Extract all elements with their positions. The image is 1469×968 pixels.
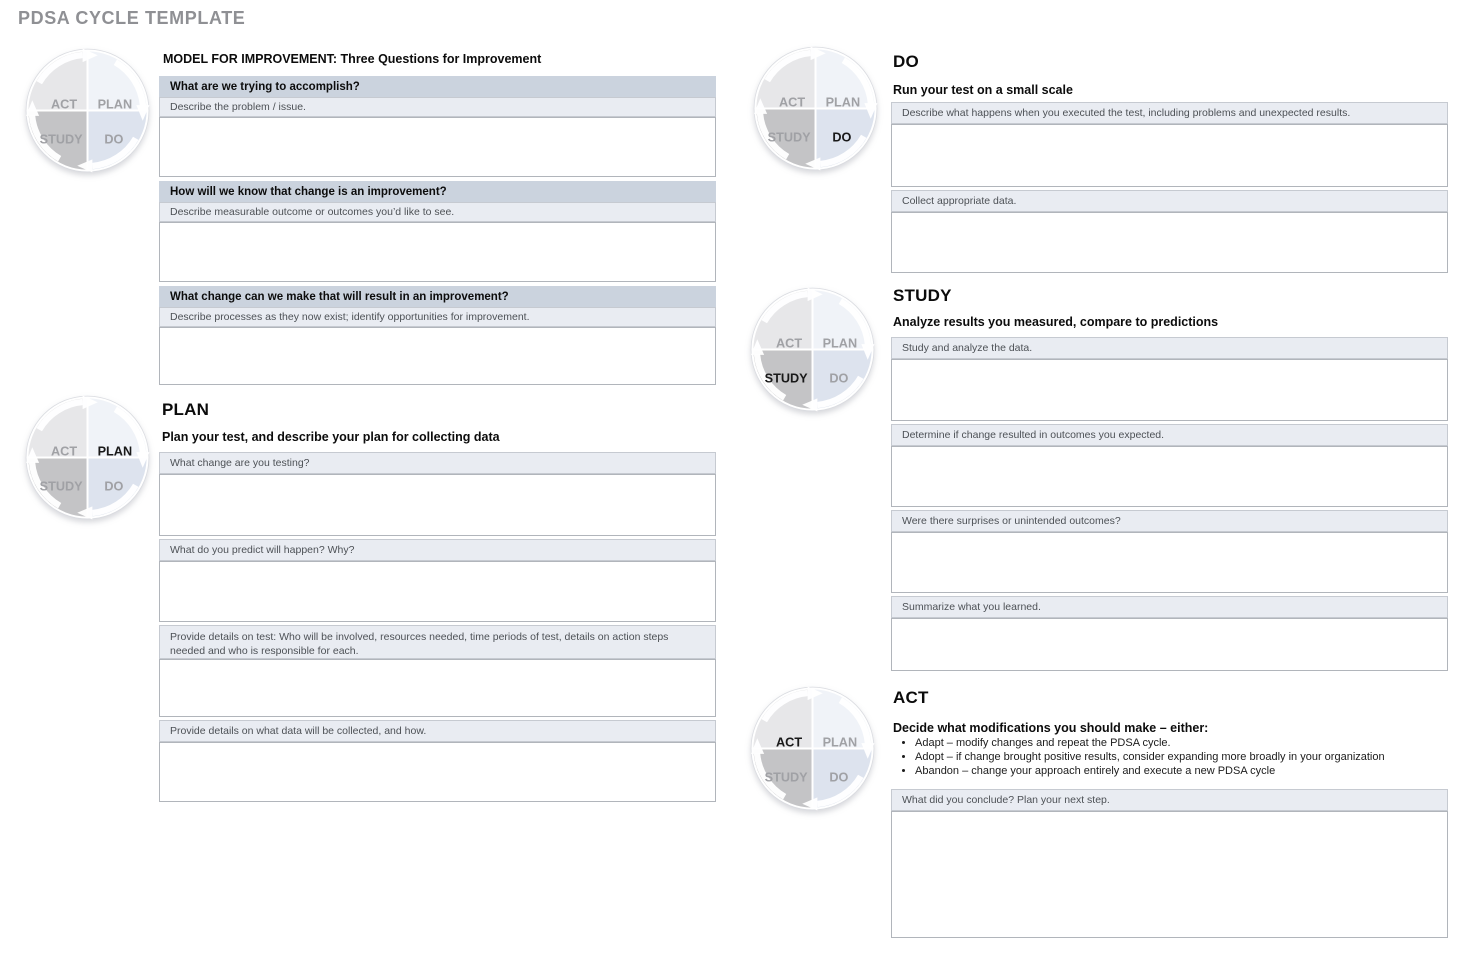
cycle-label-study: STUDY	[39, 479, 83, 494]
model-q2-header: How will we know that change is an improvement?	[159, 181, 716, 202]
do-field	[891, 190, 1448, 273]
study-field	[891, 424, 1448, 507]
cycle-label-do: DO	[104, 132, 124, 147]
pdsa-cycle-diagram-study	[749, 286, 876, 413]
do-section-title: DO	[893, 52, 919, 71]
cycle-label-act: ACT	[51, 444, 78, 459]
cycle-label-do: DO	[104, 479, 124, 494]
cycle-label-do: DO	[829, 371, 849, 386]
cycle-label-study: STUDY	[767, 130, 811, 145]
plan-f1-answer-box[interactable]	[159, 474, 716, 536]
plan-f2-label: What do you predict will happen? Why?	[159, 539, 716, 561]
do-f1-answer-box[interactable]	[891, 124, 1448, 187]
cycle-label-do: DO	[829, 770, 849, 785]
plan-field	[159, 720, 716, 802]
do-section	[891, 102, 1448, 276]
study-field	[891, 510, 1448, 593]
model-question-block	[159, 286, 716, 385]
do-field	[891, 102, 1448, 187]
study-section	[891, 337, 1448, 674]
model-q1-header: What are we trying to accomplish?	[159, 76, 716, 97]
plan-f3-label: Provide details on test: Who will be involved, resources needed, time periods of test, details on action steps needed and who is responsible for each.	[159, 625, 716, 659]
model-q2-answer-box[interactable]	[159, 222, 716, 282]
plan-f2-answer-box[interactable]	[159, 561, 716, 622]
pdsa-cycle-diagram-do	[752, 45, 879, 172]
model-q3-header: What change can we make that will result in an improvement?	[159, 286, 716, 307]
study-section-subtitle: Analyze results you measured, compare to predictions	[893, 315, 1219, 329]
study-f2-label: Determine if change resulted in outcomes you expected.	[891, 424, 1448, 446]
plan-field	[159, 539, 716, 622]
cycle-label-act: ACT	[776, 735, 803, 750]
plan-f3-answer-box[interactable]	[159, 659, 716, 717]
study-f4-label: Summarize what you learned.	[891, 596, 1448, 618]
model-q3-answer-box[interactable]	[159, 327, 716, 385]
model-q1-answer-box[interactable]	[159, 117, 716, 177]
act-section	[891, 789, 1448, 941]
study-f4-answer-box[interactable]	[891, 618, 1448, 671]
act-bullet-abandon: • Abandon – change your approach entirely and execute a new PDSA cycle	[915, 764, 1460, 778]
study-f1-label: Study and analyze the data.	[891, 337, 1448, 359]
pdsa-cycle-diagram-plan	[24, 394, 151, 521]
study-f3-answer-box[interactable]	[891, 532, 1448, 593]
do-f1-label: Describe what happens when you executed the test, including problems and unexpected results.	[891, 102, 1448, 124]
model-section	[159, 76, 716, 389]
plan-f4-label: Provide details on what data will be collected, and how.	[159, 720, 716, 742]
cycle-label-plan: PLAN	[97, 444, 133, 459]
cycle-label-plan: PLAN	[822, 735, 858, 750]
plan-f4-answer-box[interactable]	[159, 742, 716, 802]
study-section-title: STUDY	[893, 286, 952, 305]
cycle-label-act: ACT	[776, 336, 803, 351]
model-q3-hint: Describe processes as they now exist; identify opportunities for improvement.	[159, 307, 716, 327]
plan-section-subtitle: Plan your test, and describe your plan for collecting data	[162, 430, 500, 444]
cycle-label-act: ACT	[779, 95, 806, 110]
do-section-subtitle: Run your test on a small scale	[893, 83, 1073, 97]
act-section-subtitle: Decide what modifications you should make – either:	[893, 721, 1209, 735]
cycle-label-plan: PLAN	[825, 95, 861, 110]
plan-section	[159, 452, 716, 805]
model-question-block	[159, 76, 716, 177]
model-q1-hint: Describe the problem / issue.	[159, 97, 716, 117]
study-field	[891, 596, 1448, 671]
act-f1-answer-box[interactable]	[891, 811, 1448, 938]
model-question-block	[159, 181, 716, 282]
act-f1-label: What did you conclude? Plan your next step.	[891, 789, 1448, 811]
cycle-label-act: ACT	[51, 97, 78, 112]
do-f2-answer-box[interactable]	[891, 212, 1448, 273]
act-section-title: ACT	[893, 688, 929, 707]
cycle-label-plan: PLAN	[97, 97, 133, 112]
study-f2-answer-box[interactable]	[891, 446, 1448, 507]
study-f3-label: Were there surprises or unintended outcomes?	[891, 510, 1448, 532]
cycle-label-do: DO	[832, 130, 852, 145]
pdsa-cycle-diagram-act	[749, 685, 876, 812]
cycle-label-study: STUDY	[764, 770, 808, 785]
model-q2-hint: Describe measurable outcome or outcomes you’d like to see.	[159, 202, 716, 222]
cycle-label-study: STUDY	[39, 132, 83, 147]
cycle-label-plan: PLAN	[822, 336, 858, 351]
plan-f1-label: What change are you testing?	[159, 452, 716, 474]
study-field	[891, 337, 1448, 421]
pdsa-cycle-diagram-model	[24, 47, 151, 174]
do-f2-label: Collect appropriate data.	[891, 190, 1448, 212]
act-field	[891, 789, 1448, 938]
plan-field	[159, 452, 716, 536]
page-title: PDSA CYCLE TEMPLATE	[18, 8, 246, 28]
study-f1-answer-box[interactable]	[891, 359, 1448, 421]
plan-section-title: PLAN	[162, 400, 210, 419]
act-bullet-adopt: • Adopt – if change brought positive results, consider expanding more broadly in your organization	[915, 750, 1460, 764]
cycle-label-study: STUDY	[764, 371, 808, 386]
act-bullet-adapt: • Adapt – modify changes and repeat the PDSA cycle.	[915, 736, 1460, 750]
plan-field	[159, 625, 716, 717]
act-bullet-list	[899, 736, 1460, 778]
model-heading: MODEL FOR IMPROVEMENT: Three Questions for Improvement	[163, 52, 542, 66]
